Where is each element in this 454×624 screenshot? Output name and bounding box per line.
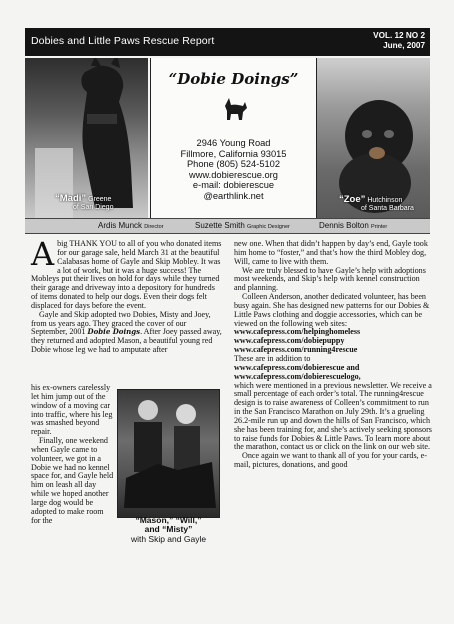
web-link[interactable]: www.cafepress.com/running4rescue bbox=[234, 345, 358, 355]
contact-address bbox=[151, 138, 316, 202]
caption-line: and “Misty” bbox=[144, 524, 193, 535]
web-link[interactable]: www.cafepress.com/dobiepuppy bbox=[234, 336, 345, 346]
photo-zoe bbox=[317, 58, 430, 218]
caption-line: “Mason,” “Will,” bbox=[135, 515, 202, 525]
web-link[interactable]: www.cafepress.com/helpinghomeless bbox=[234, 327, 361, 337]
caption-madi-place: of San Diego bbox=[73, 204, 114, 211]
newsletter-title: Dobies and Little Paws Rescue Report bbox=[31, 35, 215, 47]
article-paragraph: These are in addition to bbox=[234, 353, 311, 363]
issue-info bbox=[373, 31, 425, 51]
article-paragraph: Abig THANK YOU to all of you who donated items for our garage sale, held March 31 at the beautiful Calabasas home of Gayle and Skip Mobley. It was a lot of work, but it was a huge success! The Mobleys put their lives on hold for days while they turned their garage and driveway into a depository for hundreds of items donated to help our dogs. Even their dogs felt displaced for days before the event. bbox=[31, 235, 222, 310]
article-left-column bbox=[31, 235, 223, 355]
address-line: Fillmore, California 93015 bbox=[180, 148, 287, 159]
article-paragraph: Colleen Anderson, another dedicated volunteer, has been busy again. She has designed new patterns for our Dobies & Little Paws clothing and doggie accessories, which can be viewed on the following web sites: bbox=[234, 292, 430, 328]
caption-madi bbox=[55, 195, 113, 212]
article-paragraph: Gayle and Skip adopted two Dobies, Misty and Joey, from us years ago. They graced the cover of our September, 2001 Dobie Doings. After Joey passed away, they returned and adopted Mason, a beautiful young red Dobie whose leg we had to amputate after bbox=[31, 309, 222, 355]
caption-line: with Skip and Gayle bbox=[130, 533, 207, 544]
email-line: e-mail: dobierescue bbox=[192, 180, 275, 191]
web-link[interactable]: www.cafepress.com/dobierescuelogo, bbox=[234, 371, 361, 381]
staff-bar bbox=[25, 218, 430, 234]
staff-printer: Dennis Bolton Printer bbox=[319, 221, 388, 230]
article-paragraph: Once again we want to thank all of you for your cards, e-mail, pictures, donations, and good bbox=[234, 451, 427, 470]
caption-madi-owner: Greene bbox=[88, 196, 112, 203]
photo-mobley-family bbox=[117, 389, 220, 518]
address-line: 2946 Young Road bbox=[196, 138, 271, 148]
dog-silhouette-left bbox=[25, 58, 148, 218]
issue-date: June, 2007 bbox=[383, 41, 425, 50]
staff-designer: Suzette Smith Graphic Designer bbox=[195, 221, 290, 230]
article-paragraph: new one. When that didn’t happen by day’s end, Gayle took him home to “foster,” and that’s how the third Mobley dog, Will, came to live with them. bbox=[234, 239, 428, 266]
article-paragraph: Finally, one weekend when Gayle came to volunteer, we got in a Dobie we had no kennel space for, and Gayle held him on leash all day while we hoped another large dog would be adopted to make room for the bbox=[31, 436, 114, 525]
photo-madi bbox=[25, 58, 148, 218]
article-right-column bbox=[234, 240, 432, 470]
staff-director: Ardis Munck Director bbox=[98, 221, 164, 230]
web-link[interactable]: www.cafepress.com/dobierescue and bbox=[234, 362, 360, 372]
people-with-dogs bbox=[118, 390, 219, 517]
caption-zoe bbox=[339, 196, 414, 213]
caption-zoe-place: of Santa Barbara bbox=[361, 205, 414, 212]
volume-number: VOL. 12 NO 2 bbox=[373, 31, 425, 40]
masthead-box bbox=[150, 58, 317, 218]
caption-zoe-owner: Hutchinson bbox=[367, 197, 403, 204]
drop-cap: A bbox=[31, 235, 55, 273]
newsletter-name: Dobie Doings bbox=[87, 327, 141, 337]
phone-line: Phone (805) 524-5102 bbox=[186, 159, 281, 170]
caption-madi-name: “Madi” bbox=[55, 193, 87, 204]
article-narrow-column bbox=[31, 384, 115, 526]
dobie-doings-logo: “Dobie Doings” bbox=[168, 70, 299, 88]
article-paragraph: We are truly blessed to have Gayle’s help with adoptions most weekends, and Skip’s help with kennel construction and planning. bbox=[234, 265, 426, 293]
photo-mobley-caption bbox=[117, 516, 220, 544]
article-paragraph: his ex-owners carelessly let him jump out of the window of a moving car into traffic, where his leg was smashed beyond repair. bbox=[31, 383, 113, 437]
email-line: @earthlink.net bbox=[203, 190, 264, 201]
dog-logo-icon bbox=[221, 96, 249, 122]
header-banner bbox=[25, 28, 430, 56]
dog-silhouette-right bbox=[317, 58, 430, 218]
article-paragraph: which were mentioned in a previous newsletter. We receive a small percentage of each order’s total. The running4rescue design is to raise awareness of Colleen’s commitment to run in the San Francisco Marathon on July 29th. It’s a grueling 26.2-mile run up and down the hills of San Francisco, which she has been training for, and she’s actively seeking sponsors to raise funds for Dobies & Little Paws. To learn more about the marathon, contact us or click on the link on our web site. bbox=[234, 380, 432, 452]
website-line: www.dobierescue.org bbox=[189, 169, 278, 180]
caption-zoe-name: “Zoe” bbox=[339, 194, 366, 205]
